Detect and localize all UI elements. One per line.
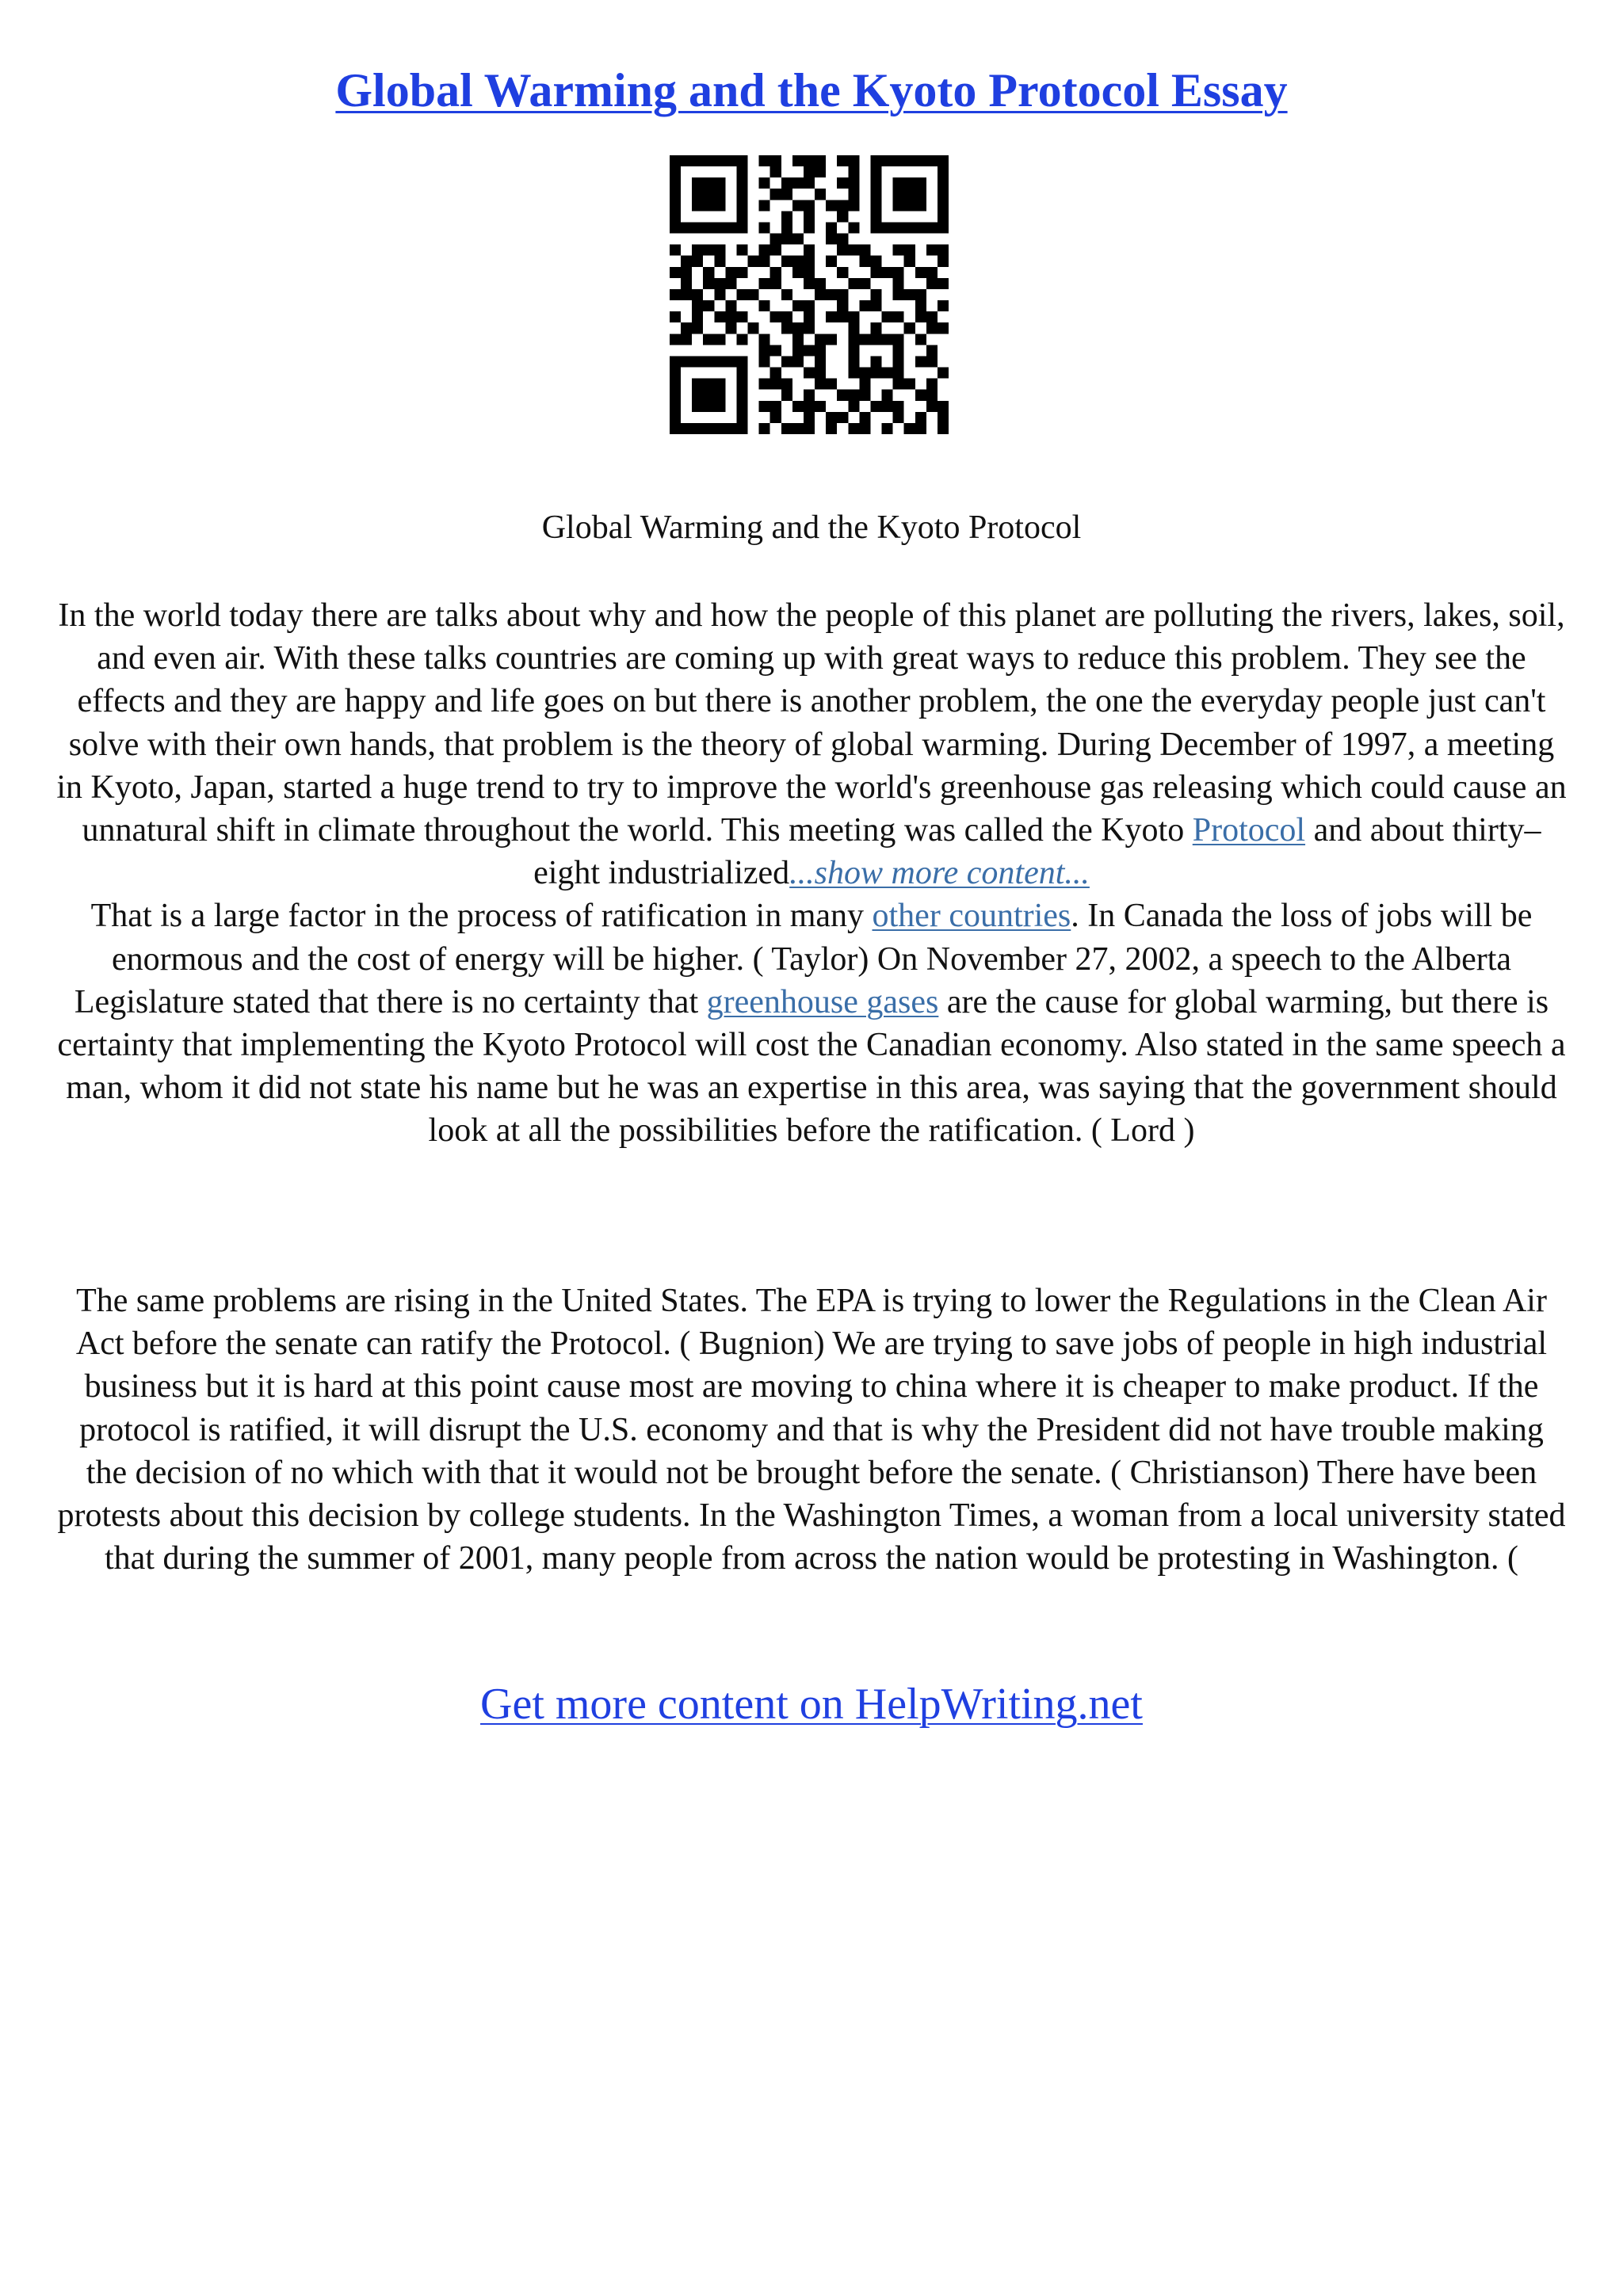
paragraph-2: The same problems are rising in the United States. The EPA is trying to lower the Regulations in the Clean Air Act before the senate can ratify the Protocol. ( Bugnion) We are trying to save jobs of people in high industrial business but it is hard at this point cause most are moving to china where it is cheaper to make product. If the protocol is ratified, it will disrupt the U.S. economy and that is why the President did not have trouble making the decision of no which with that it would not be brought before the senate. ( Christianson) There have been protests about this decision by college students. In the Washington Times, a woman from a local university stated that during the summer of 2001, many people from across the nation would be protesting in Washington. ( [57, 1283, 1566, 1577]
show-more-link[interactable]: ...show more content... [789, 855, 1090, 892]
helpwriting-link[interactable]: Get more content on HelpWriting.net [480, 1680, 1143, 1729]
greenhouse-gases-link[interactable]: greenhouse gases [706, 983, 939, 1020]
essay-subtitle: Global Warming and the Kyoto Protocol [541, 509, 1082, 546]
protocol-link[interactable]: Protocol [1192, 812, 1306, 849]
paragraph-1-text-mid: . In Canada the loss of jobs will be enormous and the cost of energy will be higher. ( Taylor) On November 27, 2002, a speech to the Alberta Legislature stated that there is no certainty that [74, 898, 1533, 1020]
paragraph-1-continuation: That is a large factor in the process of ratification in many [90, 898, 873, 935]
paragraph-1-text-after-link: and about thirty– eight industrialized [533, 812, 1541, 892]
qr-code-icon [670, 155, 949, 434]
paragraph-1-text-end: are the cause for global warming, but there is certainty that implementing the Kyoto Protocol will cost the Canadian economy. Also stated in the same speech a man, whom it did not state his name but he was an expertise in this area, was saying that the government should look at all the possibilities before the ratification. ( Lord ) [57, 983, 1566, 1150]
title-link[interactable]: Global Warming and the Kyoto Protocol Essay [335, 64, 1288, 116]
paragraph-1-text: In the world today there are talks about why and how the people of this planet are polluting the rivers, lakes, soil, and even air. With these talks countries are coming up with great ways to reduce this problem. They see the effects and they are happy and life goes on but there is another problem, the one the everyday people just can't solve with their own hands, that problem is the theory of global warming. During December of 1997, a meeting in Kyoto, Japan, started a huge trend to try to improve the world's greenhouse gas releasing which could cause an unnatural shift in climate throughout the world. This meeting was called the Kyoto [56, 597, 1567, 849]
page-title [0, 59, 1623, 122]
footer [0, 1676, 1623, 1733]
other-countries-link[interactable]: other countries [872, 898, 1071, 935]
paragraph-1 [55, 594, 1568, 1153]
